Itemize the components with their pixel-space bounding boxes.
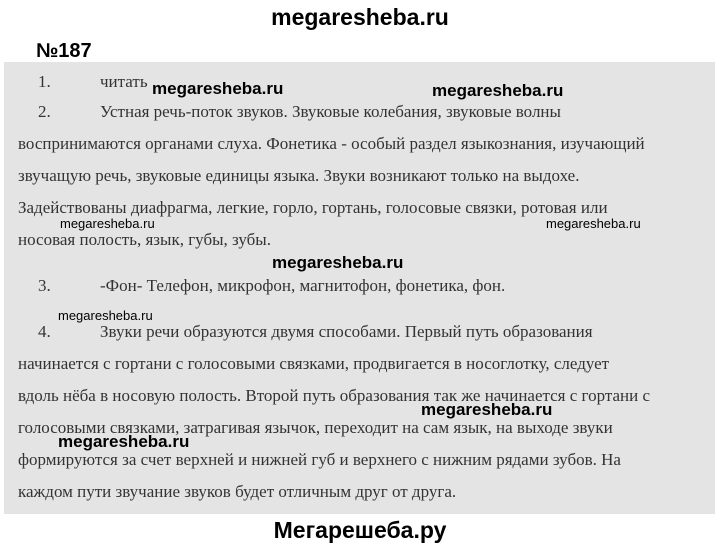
text-line: формируются за счет верхней и нижней губ и верхнего с нижним рядами зубов. На <box>18 450 621 469</box>
text-line: каждом пути звучание звуков будет отличным друг от друга. <box>18 482 457 501</box>
watermark: megaresheba.ru <box>546 216 641 231</box>
site-header: megaresheba.ru <box>271 4 449 30</box>
text-line: начинается с гортани с голосовыми связками, продвигается в носоглотку, следует <box>18 354 610 373</box>
text-line: носовая полость, язык, губы, зубы. <box>18 230 271 249</box>
watermark: megaresheba.ru <box>60 216 155 231</box>
item-number: 1. <box>38 72 51 91</box>
item-text: читать <box>100 72 148 91</box>
task-number: №187 <box>36 40 92 62</box>
watermark: megaresheba.ru <box>421 400 553 419</box>
item-text: Устная речь-поток звуков. Звуковые колебания, звуковые волны <box>100 102 561 121</box>
site-footer: Мегарешеба.ру <box>273 517 447 543</box>
text-line: воспринимаются органами слуха. Фонетика - особый раздел языкознания, изучающий <box>18 134 645 153</box>
item-number: 2. <box>38 102 51 121</box>
text-line: Задействованы диафрагма, легкие, горло, гортань, голосовые связки, ротовая или <box>18 198 608 217</box>
item-text: Звуки речи образуются двумя способами. Первый путь образования <box>100 322 593 341</box>
watermark: megaresheba.ru <box>152 79 284 98</box>
watermark: megaresheba.ru <box>58 308 153 323</box>
text-line: голосовыми связками, затрагивая язычок, переходит на сам язык, на выходе звуки <box>18 418 613 437</box>
text-line: звучащую речь, звуковые единицы языка. Звуки возникают только на выдохе. <box>18 166 580 185</box>
watermark: megaresheba.ru <box>58 432 190 451</box>
text-line: вдоль нёба в носовую полость. Второй путь образования так же начинается с гортани с <box>18 386 651 405</box>
watermark: megaresheba.ru <box>432 81 564 100</box>
item-number: 3. <box>38 276 51 295</box>
item-number: 4. <box>38 322 51 341</box>
item-text: -Фон- Телефон, микрофон, магнитофон, фонетика, фон. <box>100 276 506 295</box>
watermark: megaresheba.ru <box>272 253 404 272</box>
